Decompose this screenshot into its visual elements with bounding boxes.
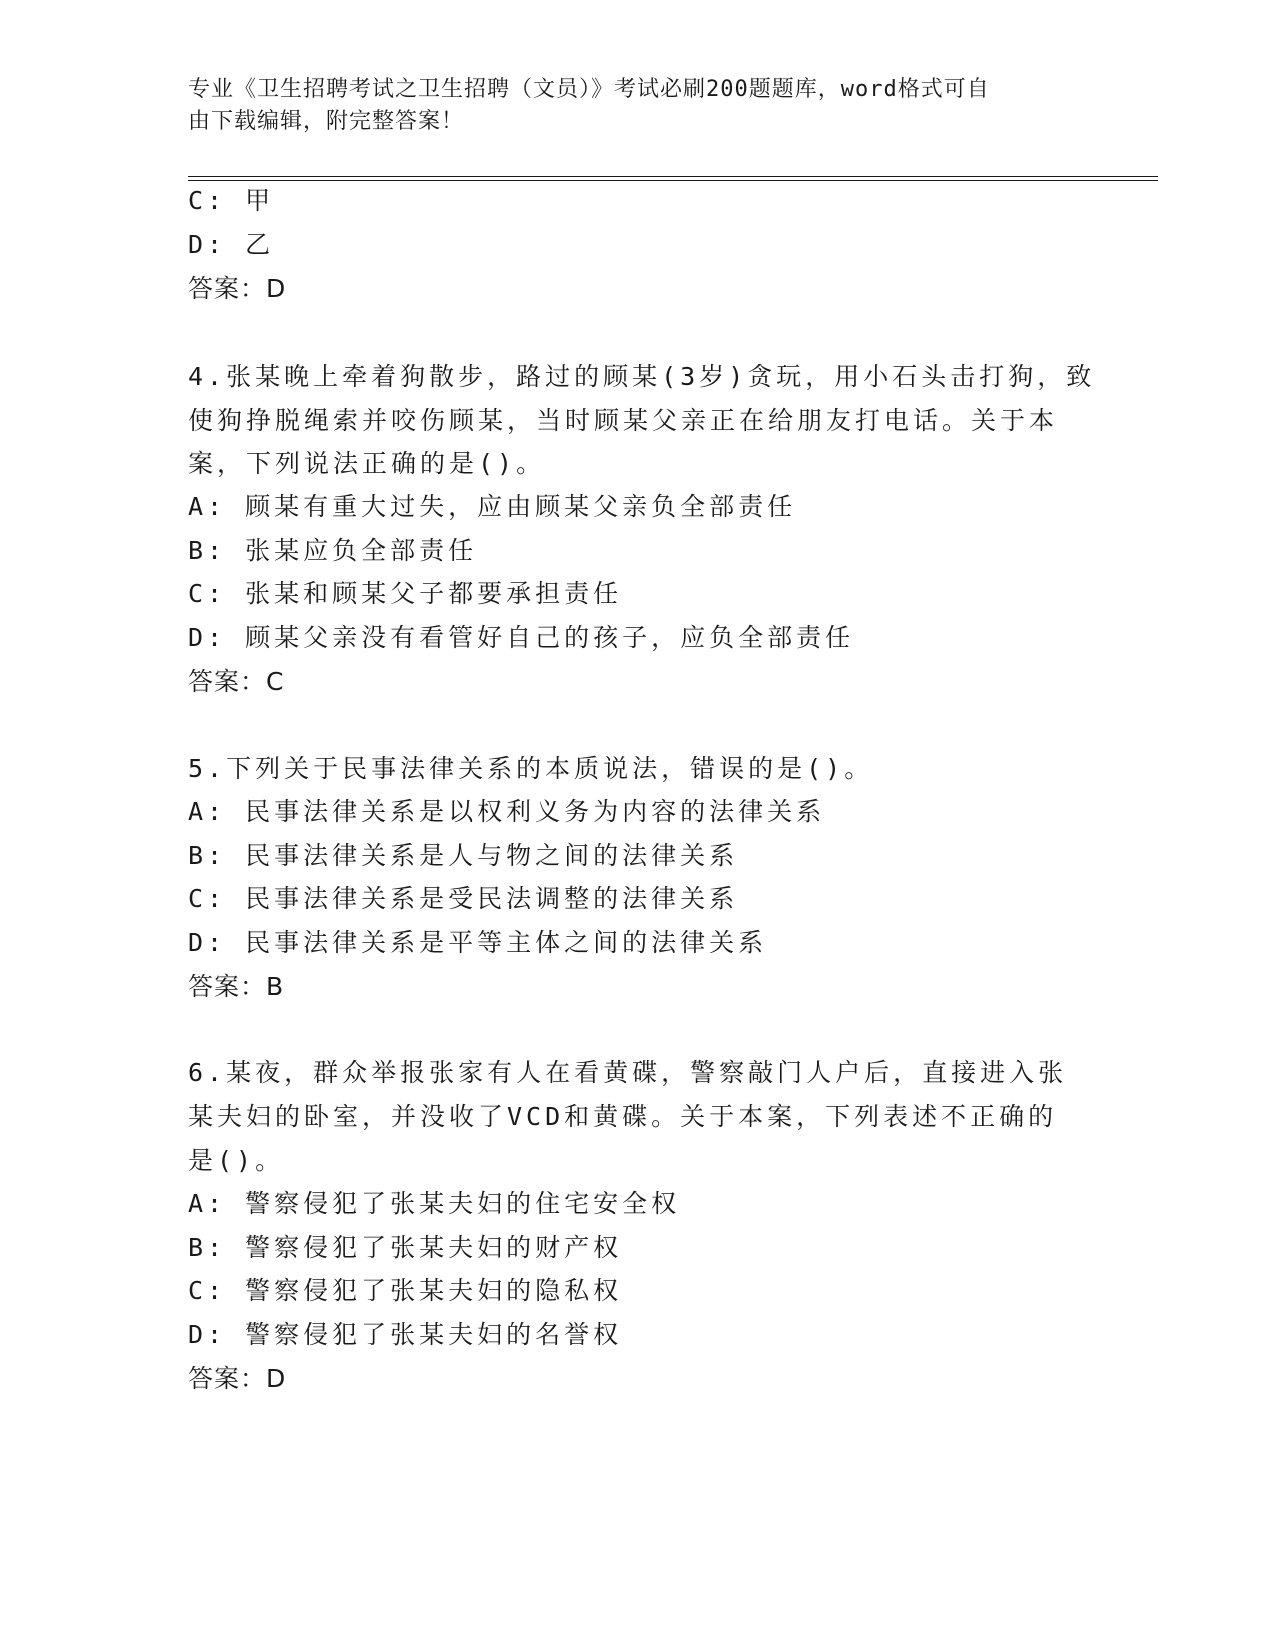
q6-answer: 答案：D [188, 1364, 287, 1393]
q6-option-b: B: 警察侵犯了张某夫妇的财产权 [188, 1233, 623, 1262]
q5-option-c: C: 民事法律关系是受民法调整的法律关系 [188, 884, 739, 913]
q3-answer: 答案：D [188, 274, 287, 303]
q4-stem-line-3: 案，下列说法正确的是()。 [188, 449, 546, 478]
q6-option-c: C: 警察侵犯了张某夫妇的隐私权 [188, 1276, 623, 1305]
q6-stem-line-1: 6.某夜，群众举报张家有人在看黄碟，警察敲门人户后，直接进入张 [188, 1058, 1068, 1087]
header-line-2: 由下载编辑，附完整答案！ [188, 109, 465, 134]
q4-answer: 答案：C [188, 667, 285, 696]
q4-option-a: A: 顾某有重大过失，应由顾某父亲负全部责任 [188, 492, 797, 521]
q6-option-d: D: 警察侵犯了张某夫妇的名誉权 [188, 1320, 623, 1349]
q4-stem-line-1: 4.张某晚上牵着狗散步，路过的顾某(3岁)贪玩，用小石头击打狗，致 [188, 362, 1096, 391]
q5-answer: 答案：B [188, 972, 285, 1001]
q3-option-c: C: 甲 [188, 186, 275, 215]
q4-option-c: C: 张某和顾某父子都要承担责任 [188, 579, 623, 608]
q6-option-a: A: 警察侵犯了张某夫妇的住宅安全权 [188, 1189, 681, 1218]
q5-option-d: D: 民事法律关系是平等主体之间的法律关系 [188, 928, 768, 957]
q3-option-d: D: 乙 [188, 230, 275, 259]
q4-option-d: D: 顾某父亲没有看管好自己的孩子，应负全部责任 [188, 623, 855, 652]
q5-option-a: A: 民事法律关系是以权利义务为内容的法律关系 [188, 797, 826, 826]
q4-stem-line-2: 使狗挣脱绳索并咬伤顾某，当时顾某父亲正在给朋友打电话。关于本 [188, 406, 1059, 435]
header-line-1: 专业《卫生招聘考试之卫生招聘（文员）》考试必刷200题题库，word格式可自 [188, 77, 990, 102]
header-divider [188, 176, 1158, 181]
document-header [188, 74, 1088, 138]
q4-option-b: B: 张某应负全部责任 [188, 536, 478, 565]
q5-option-b: B: 民事法律关系是人与物之间的法律关系 [188, 841, 739, 870]
q6-stem-line-2: 某夫妇的卧室，并没收了VCD和黄碟。关于本案，下列表述不正确的 [188, 1102, 1058, 1131]
q5-stem-line-1: 5.下列关于民事法律关系的本质说法，错误的是()。 [188, 754, 874, 783]
q6-stem-line-3: 是()。 [188, 1146, 285, 1175]
